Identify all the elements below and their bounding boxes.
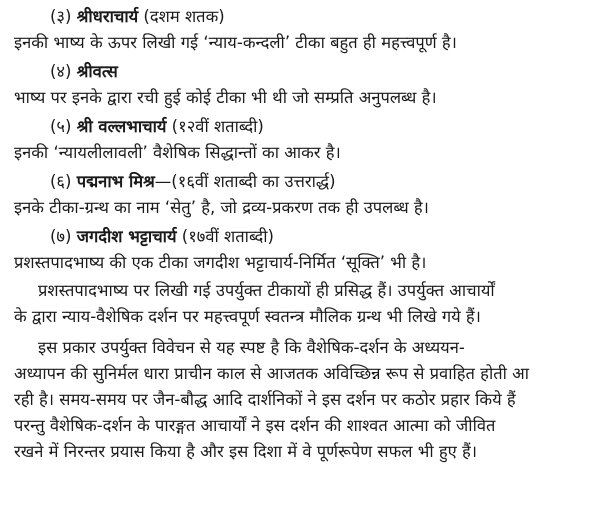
paragraph-line: प्रशस्तपादभाष्य पर लिखी गई उपर्युक्त टीकायों ही प्रसिद्ध हैं। उपर्युक्त आचार्यों (38, 281, 495, 300)
entry-heading-3 (14, 4, 586, 30)
entry-text-3: इनकी भाष्य के ऊपर लिखी गई ‘न्याय-कन्दली’ टीका बहुत ही महत्त्वपूर्ण है। (14, 33, 457, 52)
entry-name: जगदीश भट्टाचार्य (76, 227, 177, 246)
entry-number: (४) (50, 62, 72, 81)
entry-heading-4 (14, 59, 586, 85)
entry-number: (७) (50, 227, 72, 246)
paragraph-conclusion (14, 335, 586, 465)
entry-text-5: इनकी ‘न्यायलीलावली’ वैशेषिक सिद्धान्तों का आकर है। (14, 143, 341, 162)
entry-name: श्रीवत्स (76, 62, 118, 81)
entry-number: (६) (50, 172, 72, 191)
paragraph-line: अध्यापन की सुनिर्मल धारा प्राचीन काल से आजतक अविच्छिन्न रूप से प्रवाहित होती आ (14, 364, 530, 383)
entry-heading-5 (14, 114, 586, 140)
entry-text-6: इनके टीका-ग्रन्थ का नाम ‘सेतु’ है, जो द्रव्य-प्रकरण तक ही उपलब्ध है। (14, 198, 429, 217)
entry-text-4: भाष्य पर इनके द्वारा रची हुई कोई टीका भी थी जो सम्प्रति अनुपलब्ध है। (14, 88, 437, 107)
entry-text-7: प्रशस्तपादभाष्य की एक टीका जगदीश भट्टाचार्य-निर्मित ‘सूक्ति’ भी है। (14, 253, 427, 272)
paragraph-line: के द्वारा न्याय-वैशेषिक दर्शन पर महत्त्वपूर्ण स्वतन्त्र मौलिक ग्रन्थ भी लिखे गये हैं। (14, 307, 481, 326)
entry-note: (१२वीं शताब्दी) (171, 117, 264, 136)
entry-heading-7 (14, 224, 586, 250)
paragraph-line: रही है। समय-समय पर जैन-बौद्ध आदि दार्शनिकों ने इस दर्शन पर कठोर प्रहार किये हैं (14, 390, 516, 409)
paragraph-line: परन्तु वैशेषिक-दर्शन के पारङ्गत आचार्यों ने इस दर्शन की शाश्वत आत्मा को जीवित (14, 416, 496, 435)
paragraph-line: रखने में निरन्तर प्रयास किया है और इस दिशा में वे पूर्णरूपेण सफल भी हुए हैं। (14, 442, 478, 461)
entry-note: —(१६वीं शताब्दी का उत्तरार्द्ध) (154, 172, 336, 191)
entry-name: पद्मनाभ मिश्र (76, 172, 155, 191)
paragraph-line: इस प्रकार उपर्युक्त विवेचन से यह स्पष्ट है कि वैशेषिक-दर्शन के अध्ययन- (38, 338, 465, 357)
entry-name: श्रीधराचार्य (76, 7, 139, 26)
paragraph-summary (14, 278, 586, 330)
entry-note: (दशम शतक) (143, 7, 225, 26)
entry-name: श्री वल्लभाचार्य (76, 117, 167, 136)
entry-heading-6 (14, 169, 586, 195)
entry-note: (१७वीं शताब्दी) (181, 227, 274, 246)
entry-number: (५) (50, 117, 72, 136)
entry-number: (३) (50, 7, 72, 26)
